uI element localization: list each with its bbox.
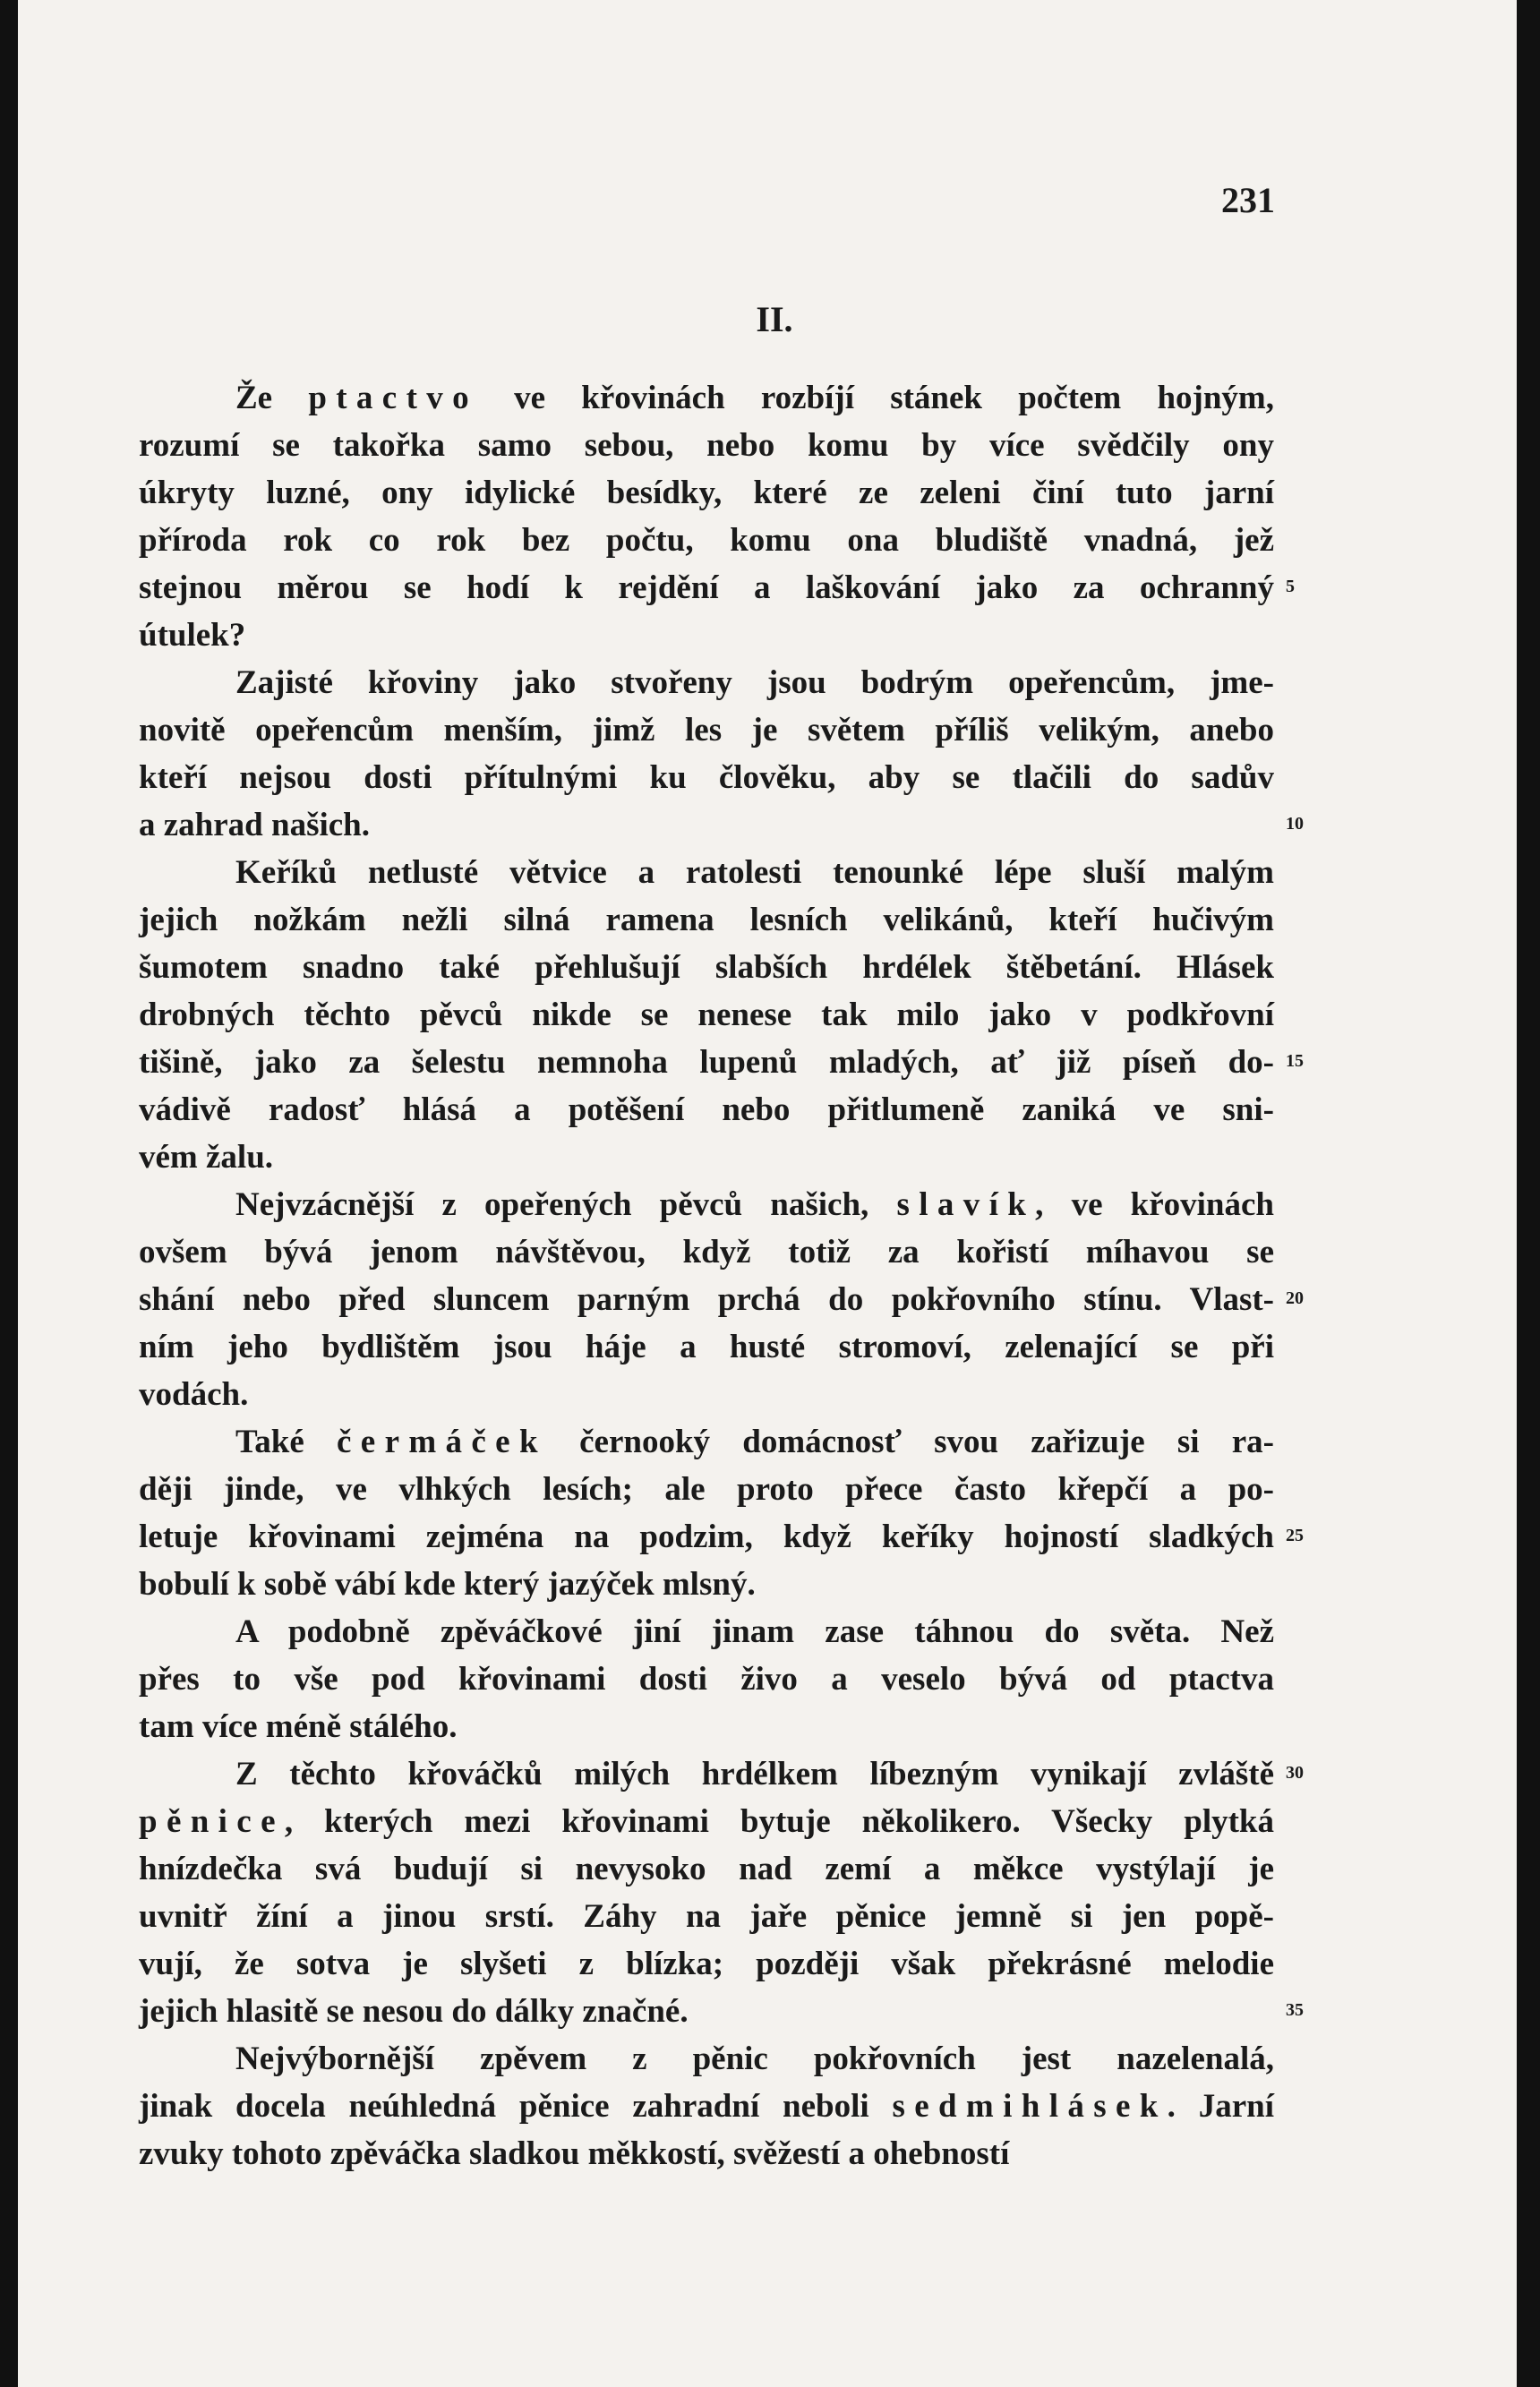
text-run: Nejvýbornější zpěvem z pěnic pokřovních jest nazelenalá,: [235, 2040, 1274, 2077]
emphasized-term: slavík: [896, 1186, 1036, 1223]
text-run: stejnou měrou se hodí k rejdění a laškování jako za ochranný: [139, 569, 1274, 606]
emphasized-term: ptactvo: [308, 380, 478, 416]
text-line: [139, 517, 1274, 564]
text-run: ději jinde, ve vlhkých lesích; ale proto přece často křepčí a po-: [139, 1471, 1274, 1508]
text-run: jinak docela neúhledná pěnice zahradní neboli: [139, 2088, 893, 2125]
text-line: [139, 706, 1274, 754]
text-run: vují, že sotva je slyšeti z blízka; později však překrásné melodie: [139, 1946, 1274, 1982]
text-line: [139, 991, 1274, 1039]
text-run: přes to vše pod křovinami dosti živo a veselo bývá od ptactva: [139, 1661, 1274, 1698]
line-number: 35: [1286, 2000, 1304, 2020]
text-line: [139, 1608, 1274, 1656]
emphasized-term: sedmihlásek: [892, 2088, 1168, 2125]
text-run: kteří nejsou dosti přítulnými ku člověku, aby se tlačili do sadův: [139, 759, 1274, 796]
text-run: hnízdečka svá budují si nevysoko nad zemí a měkce vystýlají je: [139, 1851, 1274, 1887]
text-line: [139, 1798, 1274, 1845]
text-line: [139, 469, 1274, 517]
text-run: Z těchto křováčků milých hrdélkem líbezným vynikají zvláště: [235, 1756, 1274, 1792]
text-run: černooký domácnosť svou zařizuje si ra-: [546, 1424, 1274, 1460]
text-line: [139, 1940, 1274, 1988]
text-run: a zahrad našich.: [139, 807, 371, 843]
text-run: Nejvzácnější z opeřených pěvců našich,: [235, 1186, 897, 1223]
text-line: [139, 1513, 1274, 1561]
scan-border-right: [1517, 0, 1540, 2387]
text-run: jejich hlasitě se nesou do dálky značné.: [139, 1993, 689, 2030]
text-line: [139, 1371, 1274, 1418]
text-line: [139, 1276, 1274, 1323]
text-line: [139, 801, 1274, 849]
text-run: úkryty luzné, ony idylické besídky, které ze zeleni činí tuto jarní: [139, 475, 1274, 511]
text-run: , kterých mezi křovinami bytuje několikero. Všecky plytká: [284, 1803, 1274, 1840]
text-run: vodách.: [139, 1376, 249, 1413]
text-line: [139, 1323, 1274, 1371]
emphasized-term: pěnice: [139, 1803, 285, 1840]
text-line: [139, 374, 1274, 422]
text-run: vém žalu.: [139, 1139, 274, 1176]
text-line: [139, 1134, 1274, 1181]
page-number: 231: [1221, 180, 1275, 220]
line-number: 20: [1286, 1288, 1304, 1308]
text-line: [139, 2130, 1274, 2177]
text-line: [139, 1418, 1274, 1466]
text-line: [139, 2083, 1274, 2130]
text-line: [139, 659, 1274, 706]
text-line: [139, 612, 1274, 659]
text-run: vádivě radosť hlásá a potěšení nebo přitlumeně zaniká ve sni-: [139, 1091, 1274, 1128]
text-line: [139, 2035, 1274, 2083]
text-line: [139, 1466, 1274, 1513]
text-line: [139, 1893, 1274, 1940]
text-line: [139, 1845, 1274, 1893]
section-heading: II.: [756, 299, 793, 339]
line-number: 15: [1286, 1051, 1304, 1071]
text-run: Zajisté křoviny jako stvořeny jsou bodrým opeřencům, jme-: [235, 664, 1274, 701]
text-line: [139, 564, 1274, 612]
text-run: uvnitř žíní a jinou srstí. Záhy na jaře pěnice jemně si jen popě-: [139, 1898, 1274, 1935]
text-run: Že: [235, 380, 309, 416]
text-run: Také: [235, 1424, 338, 1460]
text-line: [139, 422, 1274, 469]
line-number: 10: [1286, 814, 1304, 834]
text-line: [139, 1086, 1274, 1134]
text-run: tam více méně stálého.: [139, 1708, 458, 1745]
text-line: [139, 1228, 1274, 1276]
text-line: [139, 1656, 1274, 1703]
body-text: [139, 374, 1274, 2177]
text-line: [139, 754, 1274, 801]
text-run: ním jeho bydlištěm jsou háje a husté stromoví, zelenající se při: [139, 1329, 1274, 1365]
line-number: 25: [1286, 1526, 1304, 1545]
scan-border-left: [0, 0, 18, 2387]
text-line: [139, 1703, 1274, 1750]
text-run: jejich nožkám nežli silná ramena lesních velikánů, kteří hučivým: [139, 902, 1274, 938]
text-run: útulek?: [139, 617, 246, 654]
text-run: tišině, jako za šelestu nemnoha lupenů mladých, ať již píseň do-: [139, 1044, 1274, 1081]
text-run: novitě opeřencům menším, jimž les je světem příliš velikým, anebo: [139, 712, 1274, 749]
text-run: bobulí k sobě vábí kde který jazýček mlsný.: [139, 1566, 756, 1603]
text-run: šumotem snadno také přehlušují slabších hrdélek štěbetání. Hlásek: [139, 949, 1274, 986]
text-line: [139, 896, 1274, 944]
emphasized-term: čermáček: [337, 1424, 547, 1460]
text-run: drobných těchto pěvců nikde se nenese tak milo jako v podkřovní: [139, 997, 1274, 1033]
text-run: . Jarní: [1167, 2088, 1274, 2125]
text-line: [139, 944, 1274, 991]
text-run: zvuky tohoto zpěváčka sladkou měkkostí, svěžestí a ohebností: [139, 2135, 1010, 2172]
text-line: [139, 1561, 1274, 1608]
text-run: shání nebo před sluncem parným prchá do pokřovního stínu. Vlast-: [139, 1281, 1274, 1318]
line-number: 30: [1286, 1763, 1304, 1783]
text-line: [139, 1181, 1274, 1228]
text-run: A podobně zpěváčkové jiní jinam zase táhnou do světa. Než: [235, 1613, 1274, 1650]
text-run: ovšem bývá jenom návštěvou, když totiž za kořistí míhavou se: [139, 1234, 1274, 1270]
text-run: Keříků netlusté větvice a ratolesti tenounké lépe sluší malým: [235, 854, 1274, 891]
text-run: příroda rok co rok bez počtu, komu ona bludiště vnadná, jež: [139, 522, 1274, 559]
text-run: ve křovinách rozbíjí stánek počtem hojným,: [477, 380, 1275, 416]
text-run: rozumí se takořka samo sebou, nebo komu by více svědčily ony: [139, 427, 1274, 464]
line-number: 5: [1286, 577, 1295, 596]
text-line: [139, 1039, 1274, 1086]
text-line: [139, 1750, 1274, 1798]
text-run: , ve křovinách: [1035, 1186, 1274, 1223]
text-line: [139, 1988, 1274, 2035]
text-line: [139, 849, 1274, 896]
text-run: letuje křovinami zejména na podzim, když keříky hojností sladkých: [139, 1519, 1274, 1555]
